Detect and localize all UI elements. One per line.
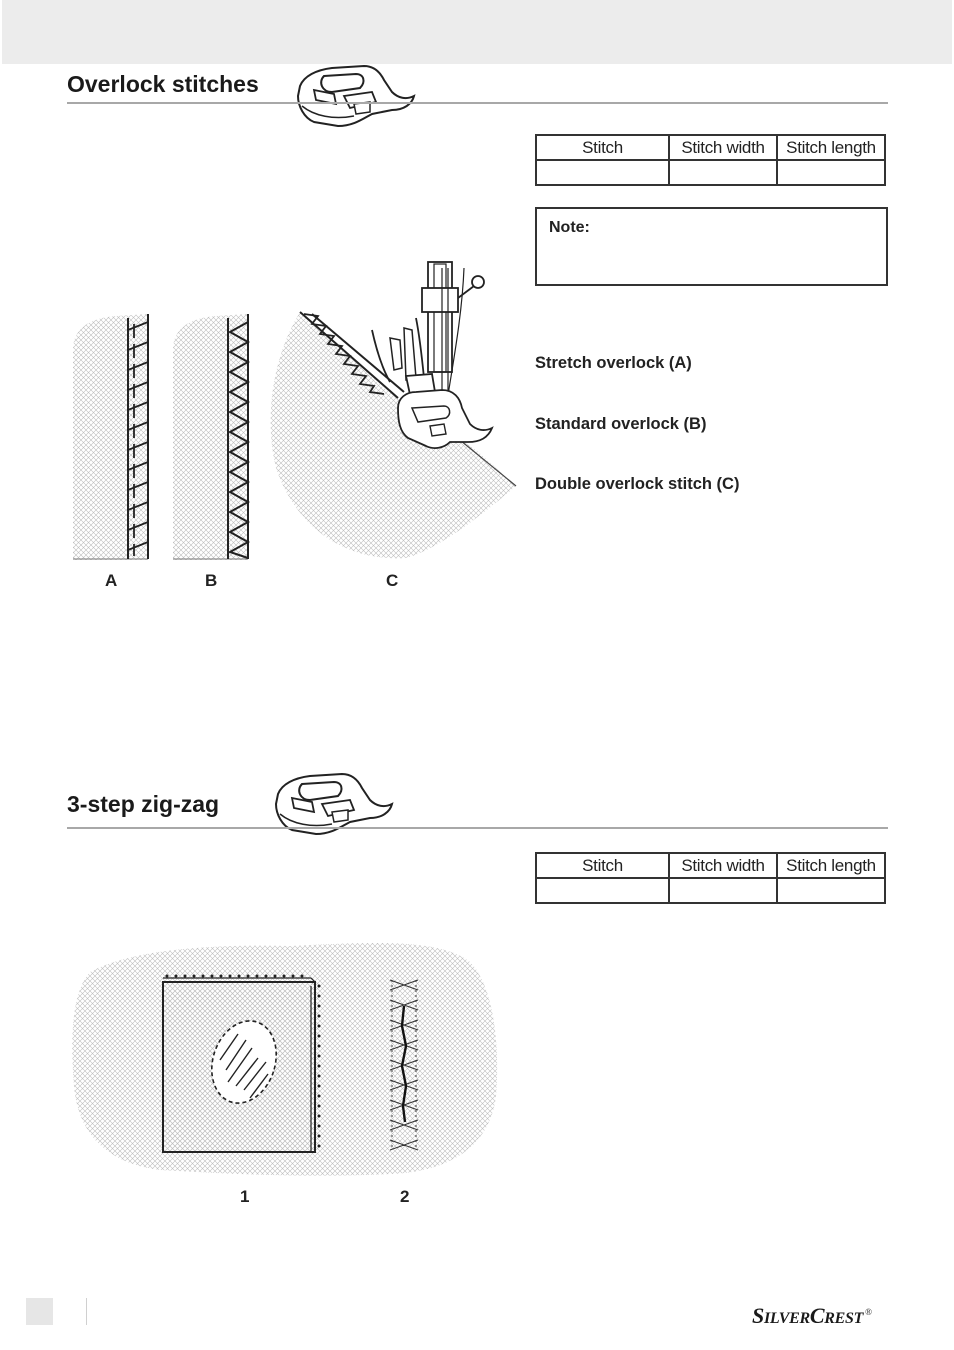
cell-stitch [536, 160, 669, 185]
cell-stitch-width [669, 878, 777, 903]
figure-label-c: C [386, 571, 399, 590]
stitch-type-standard: Standard overlock (B) [535, 415, 707, 433]
header-stitch: Stitch [536, 135, 669, 160]
section-rule [67, 827, 888, 829]
header-stitch-length: Stitch length [777, 853, 885, 878]
stitch-settings-table [535, 134, 886, 186]
table-row [536, 160, 885, 185]
page-number-box [26, 1298, 53, 1325]
footer-divider [86, 1298, 87, 1325]
brand-letter: C [809, 1303, 825, 1328]
stitch-settings-table [535, 852, 886, 904]
figure-label-1: 1 [240, 1187, 250, 1206]
brand-letters: REST [824, 1310, 864, 1327]
brand-letters: ILVER [763, 1310, 810, 1327]
cell-stitch-length [777, 878, 885, 903]
brand-letter: S [752, 1303, 764, 1328]
cell-stitch-width [669, 160, 777, 185]
section-title-zigzag: 3-step zig-zag [67, 791, 220, 817]
header-stitch-width: Stitch width [669, 853, 777, 878]
table-row [536, 878, 885, 903]
section-rule [67, 102, 888, 104]
figure-c-double-overlock [266, 258, 522, 564]
header-band [2, 0, 952, 64]
figure-label-a: A [105, 571, 118, 590]
note-label: Note: [549, 219, 590, 236]
figure-label-2: 2 [400, 1187, 410, 1206]
registered-mark: ® [865, 1307, 872, 1317]
figure-zigzag-repair [70, 936, 500, 1178]
cell-stitch-length [777, 160, 885, 185]
presser-foot-icon [294, 56, 418, 132]
figure-label-b: B [205, 571, 218, 590]
figure-b-standard-overlock [166, 310, 256, 562]
header-stitch-length: Stitch length [777, 135, 885, 160]
figure-a-stretch-overlock [66, 310, 156, 562]
header-stitch: Stitch [536, 853, 669, 878]
section-title-overlock: Overlock stitches [67, 71, 259, 97]
note-box [535, 207, 888, 286]
table-header-row [536, 135, 885, 160]
stitch-type-double: Double overlock stitch (C) [535, 475, 740, 493]
header-stitch-width: Stitch width [669, 135, 777, 160]
stitch-type-stretch: Stretch overlock (A) [535, 354, 692, 372]
brand-logo [752, 1303, 872, 1329]
table-header-row [536, 853, 885, 878]
cell-stitch [536, 878, 669, 903]
